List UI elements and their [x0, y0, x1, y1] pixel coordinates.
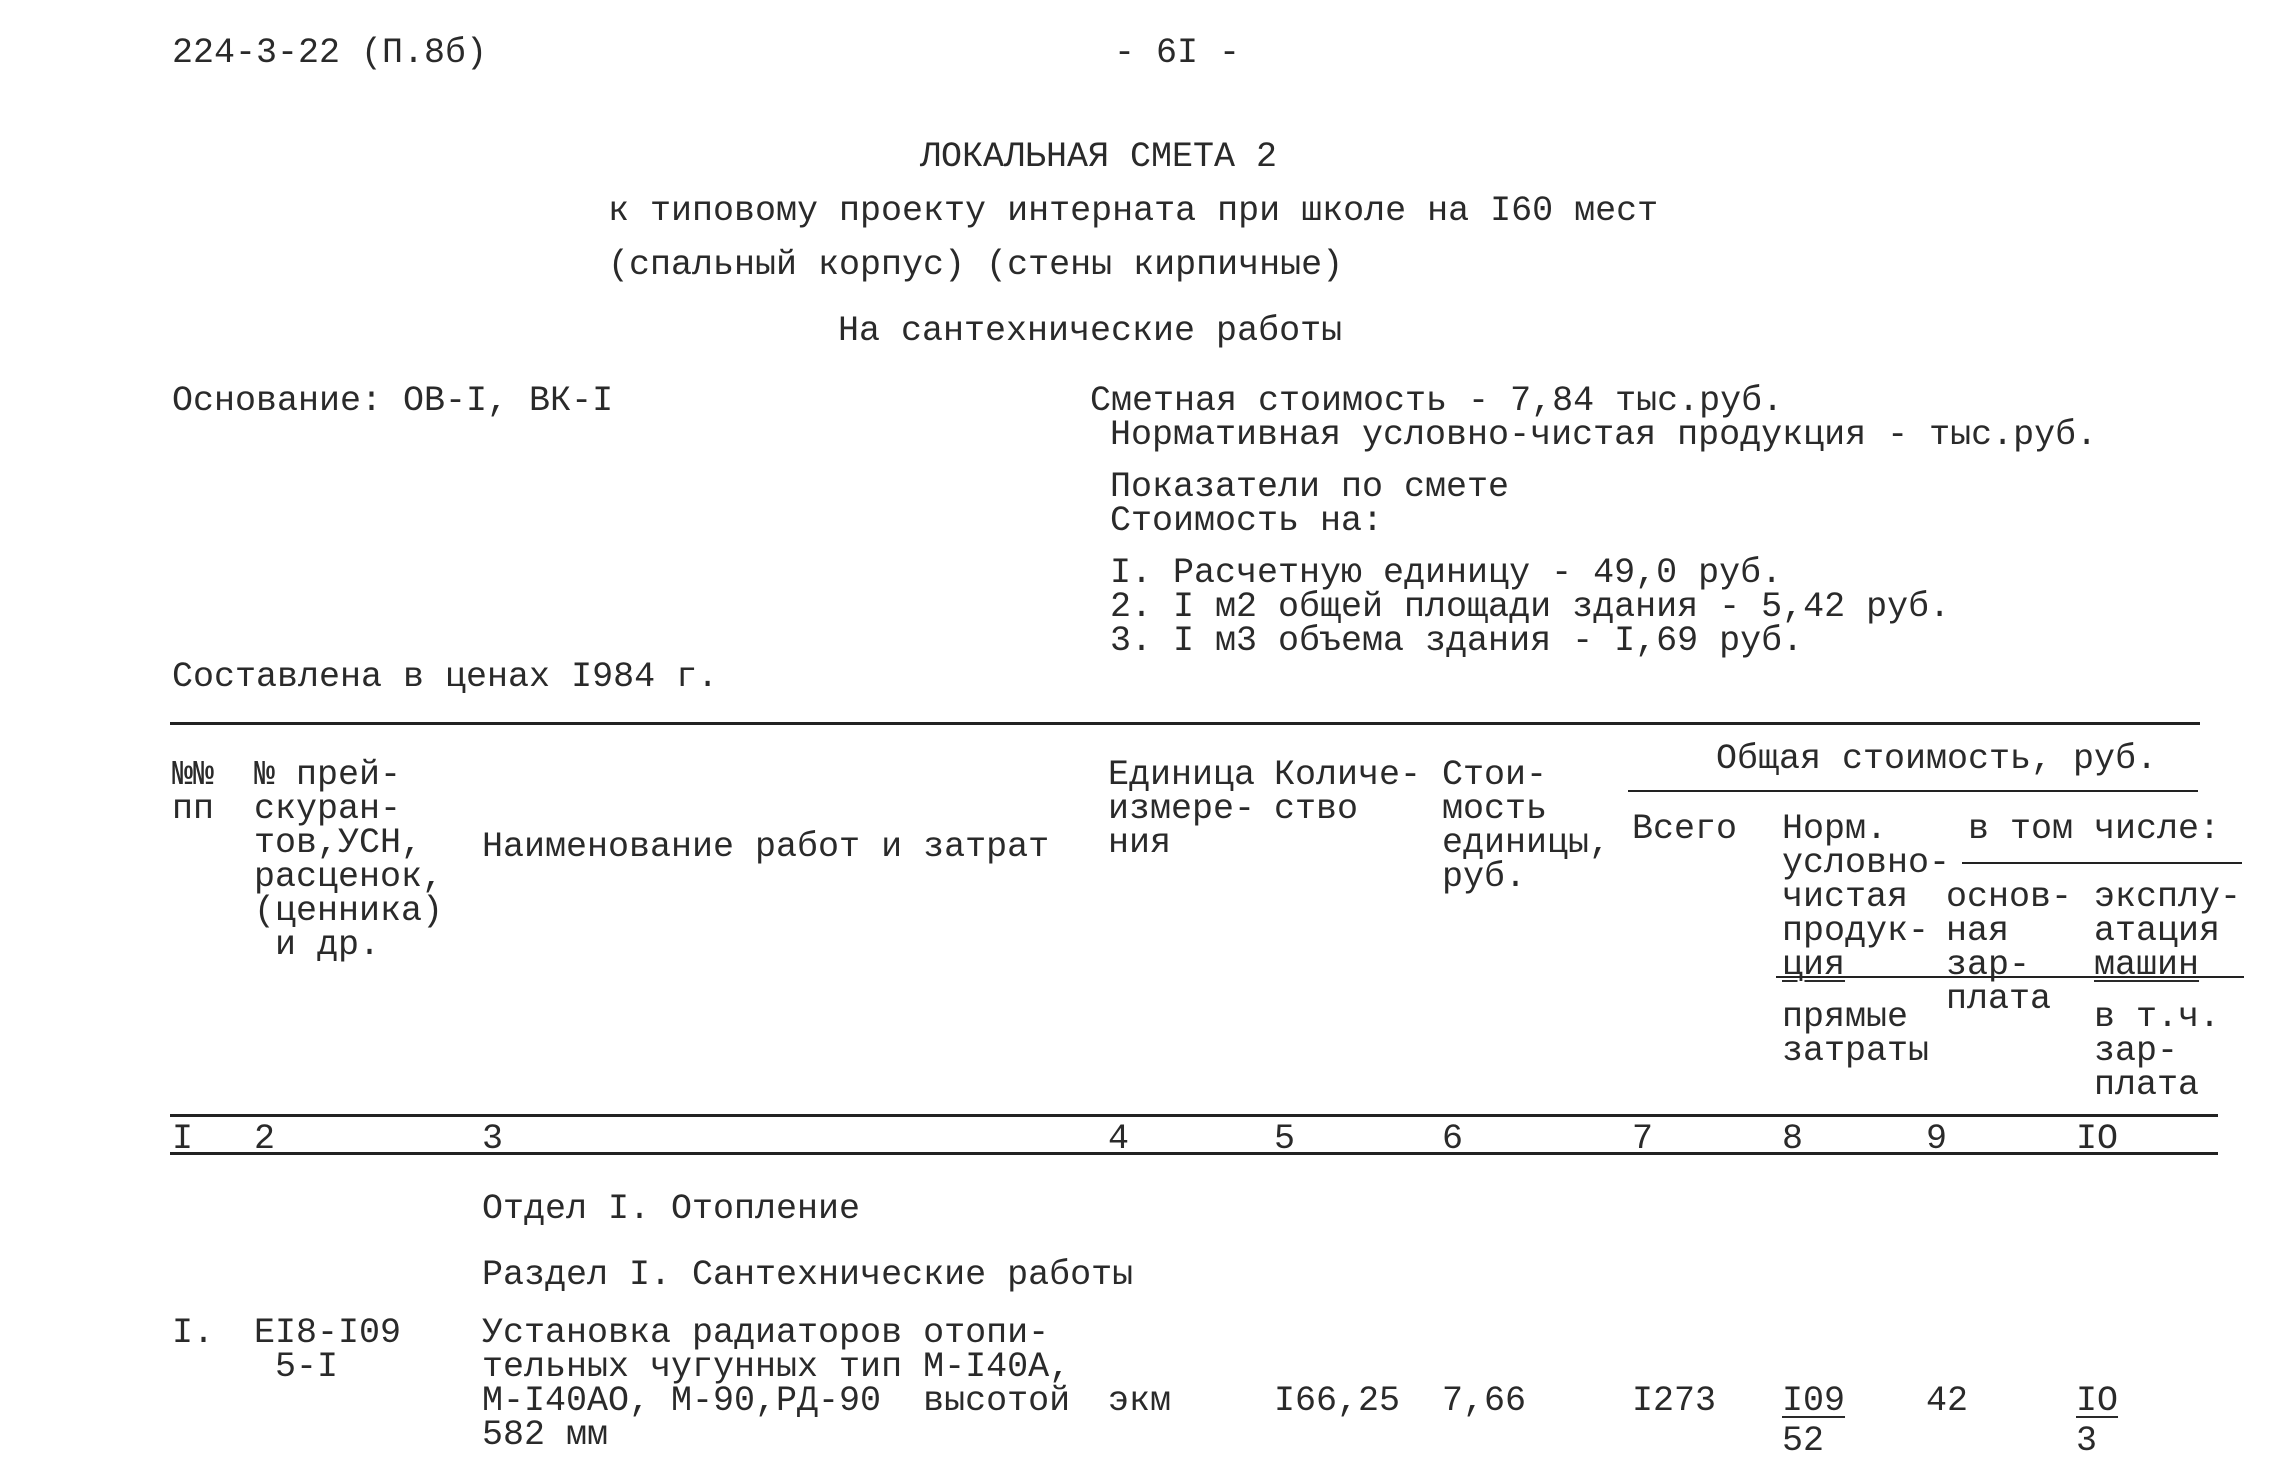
header-machine-operation: эксплу- атация	[2094, 877, 2242, 951]
header-including: в том числе:	[1968, 809, 2221, 849]
header-total-cost-group: Общая стоимость, руб.	[1716, 739, 2158, 779]
column-number: 6	[1442, 1119, 1464, 1159]
row-unit-price: 7,66	[1442, 1381, 1527, 1421]
estimate-normative: Нормативная условно-чистая продукция - тыс.руб.	[1110, 415, 2098, 455]
column-number: IO	[2076, 1119, 2119, 1159]
row-machine-operation: IO	[2076, 1381, 2119, 1421]
column-number: 8	[1782, 1119, 1804, 1159]
header-unit-cost: Стои- мость единицы, руб.	[1442, 755, 1611, 897]
indicators-heading: Показатели по смете	[1110, 467, 1510, 507]
document-title: ЛОКАЛЬНАЯ СМЕТА 2	[920, 137, 1278, 177]
document-title-line-2: к типовому проекту интерната при школе на I60 мест	[608, 191, 1659, 231]
column-number: 5	[1274, 1119, 1296, 1159]
header-machine-salary: в т.ч. зар- плата	[2094, 997, 2221, 1105]
indicator-item-3: 3. I м3 объема здания - I,69 руб.	[1110, 621, 1804, 661]
header-machine-operation-end: машин	[2094, 945, 2200, 985]
indicator-item-2: 2. I м2 общей площади здания - 5,42 руб.	[1110, 587, 1951, 627]
column-number: 4	[1108, 1119, 1130, 1159]
column-number: I	[172, 1119, 194, 1159]
header-work-name: Наименование работ и затрат	[482, 827, 1050, 867]
column-number: 3	[482, 1119, 504, 1159]
incl-rule	[1962, 862, 2242, 864]
header-price-reference: № прей- скуран- тов,УСН, расценок, (ценника) и др.	[254, 755, 444, 965]
page-number: - 6I -	[1114, 33, 1241, 73]
row-number: I.	[172, 1313, 215, 1353]
department-heading: Отдел I. Отопление	[482, 1189, 861, 1229]
header-normative-production: Норм. условно- чистая продук-	[1782, 809, 1951, 951]
header-unit: Единица измере- ния	[1108, 755, 1256, 863]
table-top-rule	[170, 722, 2200, 725]
document-subtitle: На сантехнические работы	[838, 311, 1343, 351]
column-numbers-rule-top	[170, 1114, 2218, 1117]
row-machine-salary: 3	[2076, 1421, 2098, 1461]
header-quantity: Количе- ство	[1274, 755, 1422, 829]
row-work-name: Установка радиаторов отопи- тельных чугунных тип М-I40А, М-I40АО, М-90,РД-90 высотой 582 мм	[482, 1313, 1071, 1455]
header-normative-production-end: ция	[1782, 945, 1846, 985]
document-title-line-3: (спальный корпус) (стены кирпичные)	[608, 245, 1344, 285]
header-row-number: №№ пп	[172, 755, 215, 829]
header-direct-costs: прямые затраты	[1782, 997, 1930, 1071]
row-unit: экм	[1108, 1381, 1172, 1421]
column-numbers-rule-bottom	[170, 1152, 2218, 1155]
row-normative-production: I09	[1782, 1381, 1846, 1421]
column-number: 2	[254, 1119, 276, 1159]
column-number: 7	[1632, 1119, 1654, 1159]
header-base-salary: основ- ная зар- плата	[1946, 877, 2073, 1019]
document-code: 224-3-22 (П.8б)	[172, 33, 488, 73]
indicator-item-1: I. Расчетную единицу - 49,0 руб.	[1110, 553, 1783, 593]
row-base-salary: 42	[1926, 1381, 1969, 1421]
prices-year: Составлена в ценах I984 г.	[172, 657, 719, 697]
basis-text: Основание: ОВ-I, ВК-I	[172, 381, 614, 421]
header-total: Всего	[1632, 809, 1738, 849]
row-quantity: I66,25	[1274, 1381, 1401, 1421]
cost-for-heading: Стоимость на:	[1110, 501, 1384, 541]
estimate-cost: Сметная стоимость - 7,84 тыс.руб.	[1090, 381, 1784, 421]
column-number: 9	[1926, 1119, 1948, 1159]
row-direct-costs: 52	[1782, 1421, 1825, 1461]
section-heading: Раздел I. Сантехнические работы	[482, 1255, 1134, 1295]
row-total: I273	[1632, 1381, 1717, 1421]
header-group-rule	[1628, 790, 2198, 792]
row-price-code: ЕI8-I09 5-I	[254, 1313, 402, 1387]
